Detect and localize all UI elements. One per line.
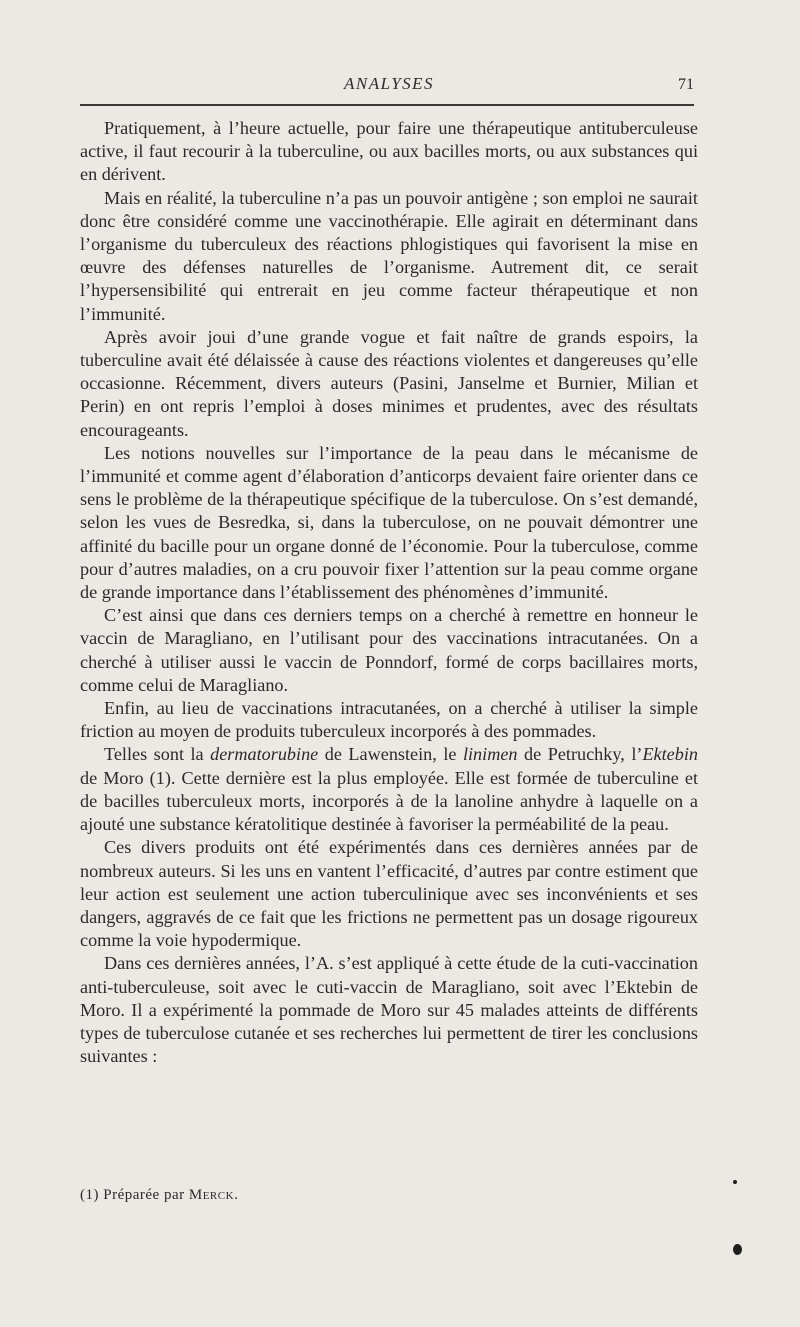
paragraph: Pratiquement, à l’heure actuelle, pour faire une thérapeutique antituberculeuse active, il faut recourir à la tuberculine, ou aux bacilles morts, ou aux substances qui en dérivent.	[80, 118, 698, 185]
product-name: linimen	[462, 744, 518, 765]
ink-speck	[733, 1244, 742, 1255]
footnote-name: Merck	[188, 1187, 235, 1203]
product-name: Ektebin	[642, 744, 698, 765]
paragraph: Après avoir joui d’une grande vogue et fait naître de grands espoirs, la tuberculine avait été délaissée à cause des réactions violentes et dangereuses qu’elle occasionne. Récemment, divers auteurs (Pasini, Janselme et Burnier, Milian et Perin) en ont repris l’emploi à doses minimes et prudentes, avec des résultats encourageants.	[80, 326, 698, 440]
running-title: ANALYSES	[343, 74, 435, 93]
paragraph-products	[80, 743, 698, 836]
text-run: de Moro (1). Cette dernière est la plus employée. Elle est formée de tuberculine et de bacilles tuberculeux morts, incorporés à de la lanoline anhydre à laquelle on a ajouté une substance kératolitique destinée à favoriser la perméabilité de la peau.	[80, 767, 698, 835]
footnote	[80, 1187, 238, 1204]
footnote-text: Préparée par	[103, 1187, 189, 1203]
paragraph: C’est ainsi que dans ces derniers temps on a cherché à remettre en honneur le vaccin de Maragliano, en l’utilisant pour des vaccinations intracutanées. On a cherché à utiliser aussi le vaccin de Ponndorf, formé de corps bacillaires morts, comme celui de Maragliano.	[80, 605, 698, 695]
article-body	[80, 117, 698, 1068]
ink-speck	[733, 1180, 737, 1184]
footnote-end: .	[234, 1187, 239, 1203]
text-run: de Petruchky, l’	[517, 744, 643, 765]
paragraph: Les notions nouvelles sur l’importance de la peau dans le mécanisme de l’immunité et comme agent d’élaboration d’anticorps devaient faire orienter dans ce sens le problème de la thérapeutique spécifique de la tuberculose. On s’est demandé, selon les vues de Besredka, si, dans la tuberculose, on ne pouvait démontrer une affinité du bacille pour un organe donné de l’économie. Pour la tuberculose, comme pour d’autres maladies, on a cru pouvoir fixer l’attention sur la peau comme organe de grande importance dans l’établissement des phénomènes d’immunité.	[80, 442, 698, 603]
page-header	[80, 72, 698, 102]
paragraph: Dans ces dernières années, l’A. s’est appliqué à cette étude de la cuti-vaccination anti-tuberculeuse, soit avec le cuti-vaccin de Maragliano, soit avec l’Ektebin de Moro. Il a expérimenté la pommade de Moro sur 45 malades atteints de différents types de tuberculose cutanée et ses recherches lui permettent de tirer les conclusions suivantes :	[80, 953, 698, 1067]
paragraph: Enfin, au lieu de vaccinations intracutanées, on a cherché à utiliser la simple friction au moyen de produits tuberculeux incorporés à des pommades.	[80, 698, 698, 742]
footnote-marker: (1)	[80, 1187, 104, 1203]
text-run: de Lawenstein, le	[318, 744, 463, 765]
product-name: dermatorubine	[210, 744, 319, 765]
text-run: Telles sont la	[104, 744, 211, 765]
paragraph: Mais en réalité, la tuberculine n’a pas un pouvoir antigène ; son emploi ne saurait donc être considéré comme une vaccinothérapie. Elle agirait en déterminant dans l’organisme du tuberculeux des réactions phlogistiques qui favorisent la mise en œuvre des défenses naturelles de l’organisme. Autrement dit, ce serait l’hypersensibilité qui entrerait en jeu comme facteur thérapeutique et non l’immunité.	[80, 187, 698, 324]
paragraph: Ces divers produits ont été expérimentés dans ces dernières années par de nombreux auteurs. Si les uns en vantent l’efficacité, d’autres par contre estiment que leur action est seulement une action tuberculinique avec ses inconvénients et ses dangers, aggravés de ce fait que les frictions ne permettent pas un dosage rigoureux comme la voie hypodermique.	[80, 837, 698, 951]
header-rule	[80, 104, 694, 106]
page-number: 71	[678, 76, 694, 93]
